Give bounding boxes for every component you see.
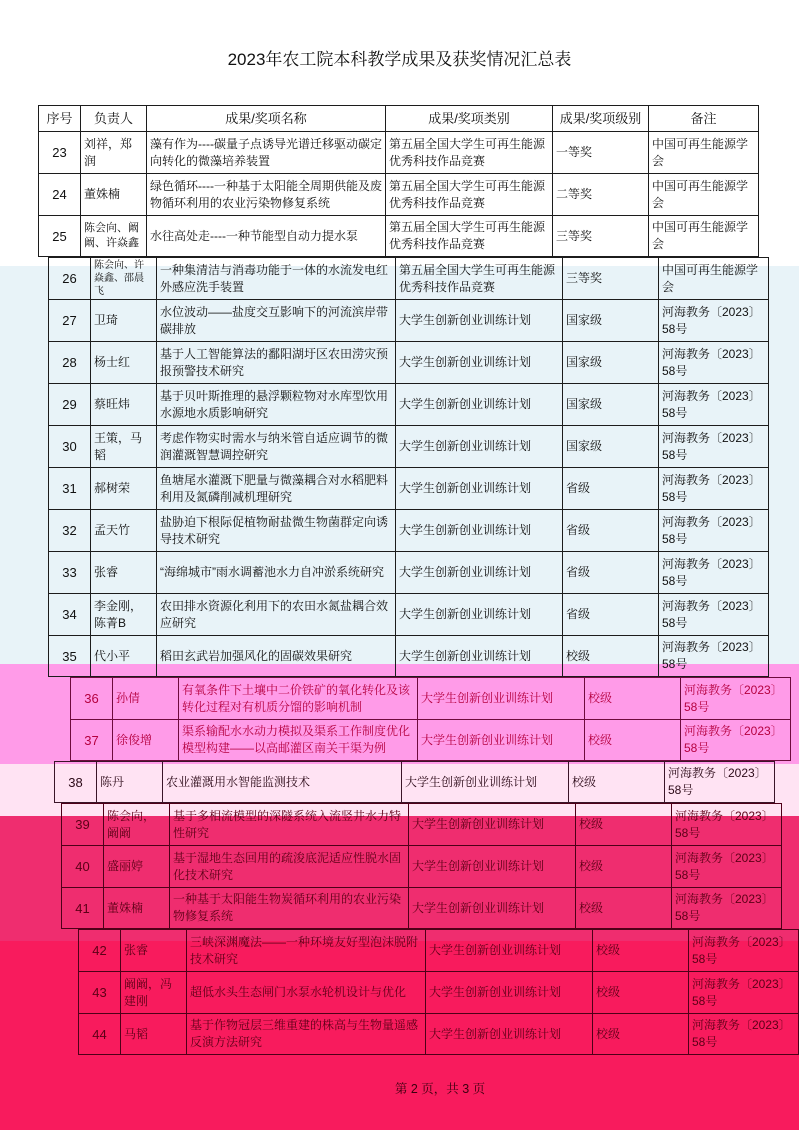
cell-category: 第五届全国大学生可再生能源优秀科技作品竞赛 <box>386 215 553 257</box>
table-row <box>48 383 769 425</box>
cell-no: 34 <box>49 593 91 635</box>
cell-remark: 河海教务〔2023〕58号 <box>689 929 799 971</box>
cell-no: 27 <box>49 299 91 341</box>
cell-no: 33 <box>49 551 91 593</box>
cell-category: 大学生创新创业训练计划 <box>418 719 585 761</box>
cell-name: 基于湿地生态回用的疏浚底泥适应性脱水固化技术研究 <box>170 845 409 887</box>
cell-name: 一种集清洁与消毒功能于一体的水流发电红外感应洗手装置 <box>157 257 396 299</box>
cell-category: 大学生创新创业训练计划 <box>396 341 563 383</box>
cell-no: 24 <box>39 173 81 215</box>
cell-leader: 马韬 <box>121 1013 187 1055</box>
cell-no: 41 <box>62 887 104 929</box>
table-row <box>70 677 791 719</box>
cell-category: 大学生创新创业训练计划 <box>426 1013 593 1055</box>
cell-leader: 蔡旺炜 <box>91 383 157 425</box>
cell-level: 国家级 <box>563 383 659 425</box>
cell-name: 基于贝叶斯推理的悬浮颗粒物对水库型饮用水源地水质影响研究 <box>157 383 396 425</box>
cell-leader: 李金刚，陈菁B <box>91 593 157 635</box>
cell-name: 农业灌溉用水智能监测技术 <box>163 761 402 803</box>
table-row <box>38 173 759 215</box>
cell-no: 44 <box>79 1013 121 1055</box>
cell-category: 大学生创新创业训练计划 <box>409 803 576 845</box>
cell-level: 二等奖 <box>553 173 649 215</box>
cell-no: 31 <box>49 467 91 509</box>
cell-name: 藻有作为----碳量子点诱导光谱迁移驱动碳定向转化的微藻培养装置 <box>147 131 386 173</box>
cell-remark: 河海教务〔2023〕58号 <box>659 341 769 383</box>
cell-leader: 刘祥，郑润 <box>81 131 147 173</box>
cell-name: 基于多相流模型的深隧系统入流竖井水力特性研究 <box>170 803 409 845</box>
table-row <box>78 1013 799 1055</box>
column-header: 成果/奖项类别 <box>386 105 553 131</box>
cell-name: “海绵城市”雨水调蓄池水力自冲淤系统研究 <box>157 551 396 593</box>
table-row <box>70 719 791 761</box>
cell-name: 超低水头生态闸门水泵水轮机设计与优化 <box>187 971 426 1013</box>
cell-name: 一种基于太阳能生物炭循环利用的农业污染物修复系统 <box>170 887 409 929</box>
table-row <box>38 131 759 173</box>
cell-no: 38 <box>55 761 97 803</box>
cell-name: 有氧条件下土壤中二价铁矿的氧化转化及该转化过程对有机质分馏的影响机制 <box>179 677 418 719</box>
cell-name: 农田排水资源化利用下的农田水氮盐耦合效应研究 <box>157 593 396 635</box>
cell-no: 43 <box>79 971 121 1013</box>
table-row <box>48 341 769 383</box>
table-row <box>48 257 769 299</box>
cell-remark: 河海教务〔2023〕58号 <box>672 845 782 887</box>
cell-no: 28 <box>49 341 91 383</box>
cell-leader: 陈丹 <box>97 761 163 803</box>
cell-leader: 郝树荣 <box>91 467 157 509</box>
cell-remark: 中国可再生能源学会 <box>649 131 759 173</box>
table-row <box>48 635 769 677</box>
cell-leader: 陈会向、许焱鑫、邵晨飞 <box>91 257 157 299</box>
cell-level: 校级 <box>576 845 672 887</box>
cell-level: 一等奖 <box>553 131 649 173</box>
cell-level: 校级 <box>593 929 689 971</box>
cell-level: 三等奖 <box>563 257 659 299</box>
cell-level: 国家级 <box>563 341 659 383</box>
cell-category: 大学生创新创业训练计划 <box>396 299 563 341</box>
cell-remark: 河海教务〔2023〕58号 <box>681 677 791 719</box>
cell-no: 36 <box>71 677 113 719</box>
column-header: 负责人 <box>81 105 147 131</box>
table-row <box>61 887 782 929</box>
cell-remark: 河海教务〔2023〕58号 <box>672 887 782 929</box>
cell-leader: 徐俊增 <box>113 719 179 761</box>
cell-level: 国家级 <box>563 299 659 341</box>
cell-category: 第五届全国大学生可再生能源优秀科技作品竞赛 <box>386 131 553 173</box>
cell-leader: 董姝楠 <box>104 887 170 929</box>
cell-name: 鱼塘尾水灌溉下肥量与微藻耦合对水稻肥料利用及氮磷削减机理研究 <box>157 467 396 509</box>
cell-category: 第五届全国大学生可再生能源优秀科技作品竞赛 <box>396 257 563 299</box>
table-row <box>38 215 759 257</box>
cell-no: 35 <box>49 635 91 677</box>
cell-no: 32 <box>49 509 91 551</box>
page-footer: 第 2 页，共 3 页 <box>394 1082 486 1096</box>
table-row <box>48 593 769 635</box>
cell-name: 水往高处走----一种节能型自动力提水泵 <box>147 215 386 257</box>
cell-level: 省级 <box>563 467 659 509</box>
cell-leader: 张睿 <box>121 929 187 971</box>
cell-name: 基于作物冠层三维重建的株高与生物量遥感反演方法研究 <box>187 1013 426 1055</box>
table-row <box>61 845 782 887</box>
cell-remark: 河海教务〔2023〕58号 <box>659 551 769 593</box>
cell-no: 42 <box>79 929 121 971</box>
cell-category: 大学生创新创业训练计划 <box>426 929 593 971</box>
cell-remark: 河海教务〔2023〕58号 <box>659 383 769 425</box>
cell-category: 大学生创新创业训练计划 <box>396 467 563 509</box>
cell-level: 省级 <box>563 551 659 593</box>
cell-level: 校级 <box>585 677 681 719</box>
cell-category: 大学生创新创业训练计划 <box>396 425 563 467</box>
table-row <box>61 803 782 845</box>
cell-level: 校级 <box>563 635 659 677</box>
cell-category: 大学生创新创业训练计划 <box>426 971 593 1013</box>
table-row <box>78 929 799 971</box>
cell-remark: 河海教务〔2023〕58号 <box>681 719 791 761</box>
cell-no: 30 <box>49 425 91 467</box>
table-row <box>48 425 769 467</box>
cell-remark: 河海教务〔2023〕58号 <box>659 425 769 467</box>
cell-level: 校级 <box>585 719 681 761</box>
table-row <box>48 509 769 551</box>
cell-category: 大学生创新创业训练计划 <box>402 761 569 803</box>
cell-level: 省级 <box>563 593 659 635</box>
cell-level: 省级 <box>563 509 659 551</box>
cell-leader: 杨士红 <box>91 341 157 383</box>
cell-leader: 董姝楠 <box>81 173 147 215</box>
page-title: 2023年农工院本科教学成果及获奖情况汇总表 <box>227 50 572 69</box>
cell-remark: 河海教务〔2023〕58号 <box>659 299 769 341</box>
cell-category: 大学生创新创业训练计划 <box>418 677 585 719</box>
table-row <box>54 761 775 803</box>
cell-no: 39 <box>62 803 104 845</box>
table-row <box>48 467 769 509</box>
cell-remark: 河海教务〔2023〕58号 <box>659 593 769 635</box>
cell-no: 26 <box>49 257 91 299</box>
cell-name: 绿色循环----一种基于太阳能全周期供能及废物循环利用的农业污染物修复系统 <box>147 173 386 215</box>
cell-level: 校级 <box>569 761 665 803</box>
cell-leader: 孟天竹 <box>91 509 157 551</box>
table-row <box>78 971 799 1013</box>
cell-leader: 代小平 <box>91 635 157 677</box>
cell-name: 基于人工智能算法的鄱阳湖圩区农田涝灾预报预警技术研究 <box>157 341 396 383</box>
cell-leader: 陈会向，阚阚 <box>104 803 170 845</box>
cell-level: 校级 <box>593 971 689 1013</box>
cell-remark: 中国可再生能源学会 <box>649 173 759 215</box>
cell-leader: 卫琦 <box>91 299 157 341</box>
cell-category: 大学生创新创业训练计划 <box>409 845 576 887</box>
cell-leader: 盛丽婷 <box>104 845 170 887</box>
column-header: 序号 <box>39 105 81 131</box>
cell-no: 23 <box>39 131 81 173</box>
cell-name: 稻田玄武岩加强风化的固碳效果研究 <box>157 635 396 677</box>
cell-category: 大学生创新创业训练计划 <box>396 383 563 425</box>
cell-level: 三等奖 <box>553 215 649 257</box>
cell-remark: 河海教务〔2023〕58号 <box>689 971 799 1013</box>
cell-name: 三峡深渊魔法——一种环境友好型泡沫脱附技术研究 <box>187 929 426 971</box>
cell-name: 考虑作物实时需水与纳米管自适应调节的微润灌溉智慧调控研究 <box>157 425 396 467</box>
cell-level: 校级 <box>576 803 672 845</box>
cell-name: 盐胁迫下根际促植物耐盐微生物菌群定向诱导技术研究 <box>157 509 396 551</box>
cell-category: 大学生创新创业训练计划 <box>396 593 563 635</box>
column-header: 成果/奖项名称 <box>147 105 386 131</box>
cell-remark: 河海教务〔2023〕58号 <box>659 467 769 509</box>
cell-category: 第五届全国大学生可再生能源优秀科技作品竞赛 <box>386 173 553 215</box>
cell-leader: 张睿 <box>91 551 157 593</box>
cell-no: 37 <box>71 719 113 761</box>
cell-level: 校级 <box>576 887 672 929</box>
cell-category: 大学生创新创业训练计划 <box>409 887 576 929</box>
cell-no: 29 <box>49 383 91 425</box>
table-row <box>48 551 769 593</box>
cell-leader: 孙倩 <box>113 677 179 719</box>
cell-category: 大学生创新创业训练计划 <box>396 551 563 593</box>
cell-leader: 阚阚，冯建刚 <box>121 971 187 1013</box>
column-header: 成果/奖项级别 <box>553 105 649 131</box>
cell-remark: 河海教务〔2023〕58号 <box>689 1013 799 1055</box>
cell-remark: 河海教务〔2023〕58号 <box>659 509 769 551</box>
cell-remark: 河海教务〔2023〕58号 <box>672 803 782 845</box>
cell-no: 40 <box>62 845 104 887</box>
cell-level: 校级 <box>593 1013 689 1055</box>
cell-category: 大学生创新创业训练计划 <box>396 509 563 551</box>
cell-leader: 陈会向、阚阚、许焱鑫 <box>81 215 147 257</box>
table-row <box>48 299 769 341</box>
cell-remark: 中国可再生能源学会 <box>659 257 769 299</box>
cell-remark: 中国可再生能源学会 <box>649 215 759 257</box>
cell-remark: 河海教务〔2023〕58号 <box>659 635 769 677</box>
cell-category: 大学生创新创业训练计划 <box>396 635 563 677</box>
cell-leader: 王策，马韬 <box>91 425 157 467</box>
column-header: 备注 <box>649 105 759 131</box>
cell-name: 渠系输配水水动力模拟及渠系工作制度优化模型构建——以高邮灌区南关干渠为例 <box>179 719 418 761</box>
table-header-row <box>38 105 759 131</box>
cell-no: 25 <box>39 215 81 257</box>
cell-name: 水位波动——盐度交互影响下的河流滨岸带碳排放 <box>157 299 396 341</box>
cell-remark: 河海教务〔2023〕58号 <box>665 761 775 803</box>
cell-level: 国家级 <box>563 425 659 467</box>
